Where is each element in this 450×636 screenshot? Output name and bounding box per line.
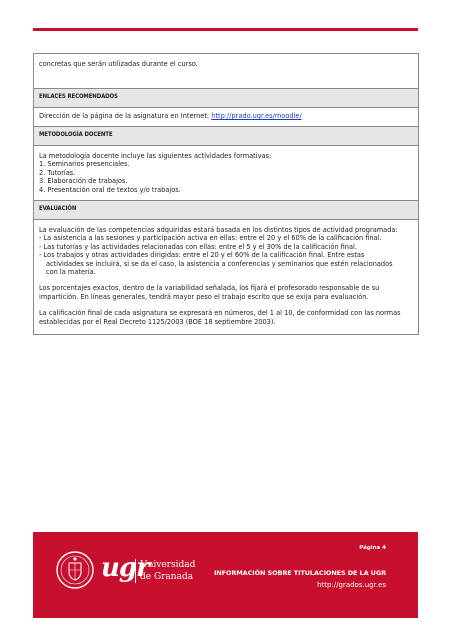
evaluacion-para3: La calificación final de cada asignatura se expresará en números, del 1 al 10, de conformidad con las normas [39, 309, 401, 318]
page-number: Página 4 [359, 545, 386, 551]
enlaces-heading: ENLACES RECOMENDADOS [39, 93, 118, 100]
grados-link[interactable]: http://grados.ugr.es [317, 581, 386, 589]
evaluacion-row [34, 219, 418, 335]
evaluacion-item: - Las tutorías y las actividades relacionadas con ellas: entre el 5 y el 30% de la calificación final. [39, 242, 357, 251]
evaluacion-item: - La asistencia a las sesiones y participación activa en ellas: entre el 20 y el 60% de la calificación final. [39, 234, 382, 243]
university-seal-icon [55, 550, 95, 590]
evaluacion-item-cont: con la materia. [46, 268, 96, 277]
enlaces-text: Dirección de la página de la asignatura en Internet: [39, 112, 212, 120]
metodologia-intro: La metodología docente incluye las siguientes actividades formativas: [39, 152, 272, 160]
university-line2: de Granada [140, 572, 194, 582]
section-heading-evaluacion [34, 200, 418, 219]
evaluacion-heading: EVALUACIÓN [39, 205, 77, 213]
footer-banner [33, 532, 418, 618]
prado-link[interactable]: http://prado.ugr.es/moodle/ [211, 112, 302, 120]
evaluacion-para2: impartición. En líneas generales, tendrá mayor peso el trabajo escrito que se exija para evaluación. [39, 292, 369, 301]
section-heading-enlaces [34, 88, 418, 107]
content-table [33, 53, 419, 335]
metodologia-item: 2. Tutorías. [39, 168, 76, 177]
evaluacion-item-cont: actividades se incluirá, si se da el caso, la asistencia a conferencias y seminarios que estén relacionados [46, 259, 393, 268]
evaluacion-para2: Los porcentajes exactos, dentro de la variabilidad señalada, los fijará el profesorado responsable de su [39, 284, 380, 293]
university-name [135, 559, 195, 583]
evaluacion-para3: establecidas por el Real Decreto 1125/2003 (BOE 18 septiembre 2003). [39, 317, 276, 326]
metodologia-heading: METODOLOGÍA DOCENTE [39, 131, 113, 138]
metodologia-item: 3. Elaboración de trabajos. [39, 177, 128, 186]
continuation-row [34, 53, 418, 88]
ugr-logo: ugr [101, 553, 149, 583]
evaluacion-item: - Los trabajos y otras actividades dirigidas: entre el 20 y el 60% de la calificación final. Entre estas [39, 251, 365, 260]
metodologia-item: 4. Presentación oral de textos y/o trabajos. [39, 185, 181, 194]
info-title: INFORMACIÓN SOBRE TITULACIONES DE LA UGR [213, 569, 386, 577]
evaluacion-intro: La evaluación de las competencias adquiridas estará basada en los distintos tipos de actividad programada: [39, 226, 398, 235]
section-heading-metodologia [34, 126, 418, 145]
university-line1: Universidad [140, 560, 196, 570]
enlaces-row [34, 107, 418, 126]
metodologia-row [34, 145, 418, 200]
continuation-text: concretas que serán utilizadas durante el curso. [39, 60, 198, 68]
header-rule [33, 28, 418, 31]
metodologia-item: 1. Seminarios presenciales. [39, 160, 130, 169]
